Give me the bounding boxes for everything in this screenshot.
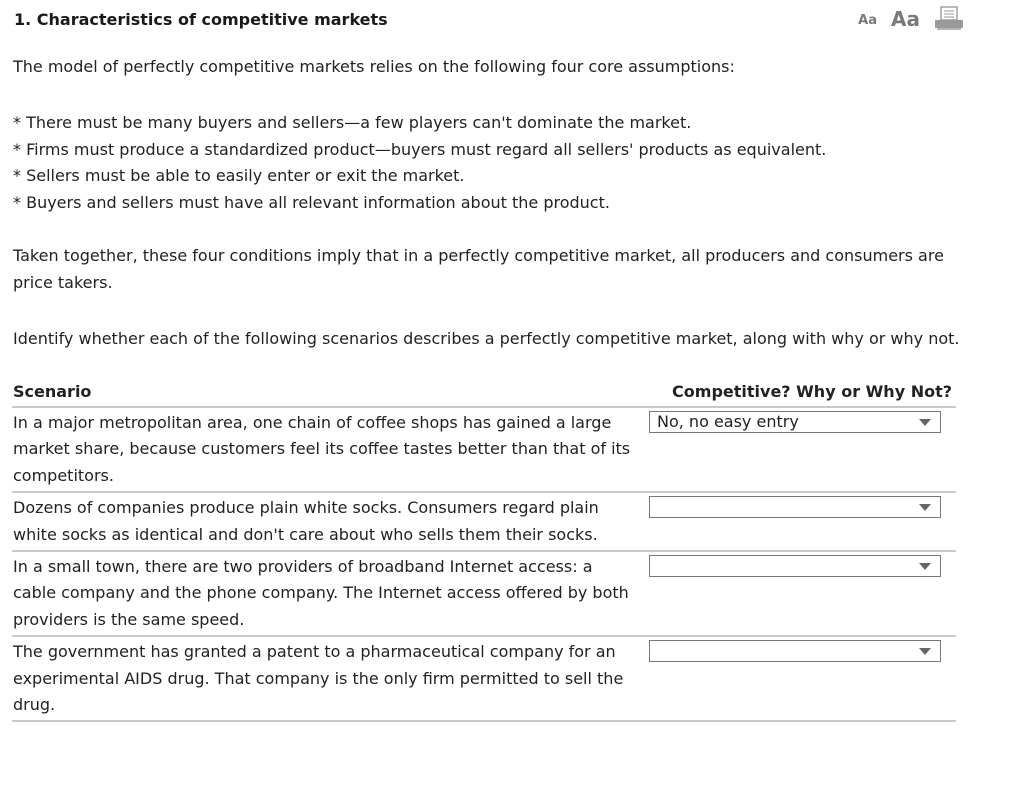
dropdown-arrow-icon xyxy=(919,419,931,426)
toolbar xyxy=(858,6,964,32)
print-icon-graphic xyxy=(934,6,964,32)
scenario-text: The government has granted a patent to a pharmaceutical company for an experimental AIDS drug. That company is the only firm permitted to sell the drug. xyxy=(13,642,624,715)
assumption-item: * There must be many buyers and sellers—a few players can't dominate the market. xyxy=(13,113,692,132)
intro-text: The model of perfectly competitive markets relies on the following four core assumptions: xyxy=(13,57,735,76)
page-title: 1. Characteristics of competitive markets xyxy=(14,10,388,29)
table-row xyxy=(12,493,956,552)
decrease-font-button[interactable]: Aa xyxy=(858,13,878,28)
assumption-item: * Buyers and sellers must have all relevant information about the product. xyxy=(13,192,610,212)
increase-font-button[interactable]: Aa xyxy=(891,7,920,31)
answer-cell xyxy=(633,493,956,550)
table-header xyxy=(12,380,956,408)
scenario-text: Dozens of companies produce plain white socks. Consumers regard plain white socks as identical and don't care about who sells them their socks. xyxy=(13,498,599,544)
dropdown-arrow-icon xyxy=(919,648,931,655)
instruction-text: Identify whether each of the following scenarios describes a perfectly competitive market, along with why or why not. xyxy=(13,329,960,348)
competitive-dropdown[interactable] xyxy=(649,411,941,433)
conclusion-text: Taken together, these four conditions imply that in a perfectly competitive market, all producers and consumers are price takers. xyxy=(13,246,944,292)
competitive-dropdown[interactable] xyxy=(649,555,941,577)
answer-cell xyxy=(633,637,956,720)
print-icon[interactable] xyxy=(934,6,964,32)
competitive-column-header: Competitive? Why or Why Not? xyxy=(672,382,952,401)
answer-cell xyxy=(633,552,956,635)
table-row xyxy=(12,408,956,493)
scenario-column-header: Scenario xyxy=(13,382,92,401)
dropdown-arrow-icon xyxy=(919,563,931,570)
table-row xyxy=(12,552,956,637)
dropdown-selected-value: No, no easy entry xyxy=(657,412,799,431)
scenario-table xyxy=(12,380,956,722)
dropdown-arrow-icon xyxy=(919,504,931,511)
scenario-text: In a small town, there are two providers of broadband Internet access: a cable company and the phone company. The Internet access offered by both providers is the same speed. xyxy=(13,557,629,629)
competitive-dropdown[interactable] xyxy=(649,496,941,518)
assumption-item: * Sellers must be able to easily enter or exit the market. xyxy=(13,166,465,185)
assumption-item: * Firms must produce a standardized product—buyers must regard all sellers' products as equivalent. xyxy=(13,139,827,159)
scenario-text: In a major metropolitan area, one chain of coffee shops has gained a large market share, because customers feel its coffee tastes better than that of its competitors. xyxy=(13,413,631,485)
table-row xyxy=(12,637,956,722)
competitive-dropdown[interactable] xyxy=(649,640,941,662)
answer-cell xyxy=(633,408,956,491)
assumptions-list xyxy=(13,110,826,216)
